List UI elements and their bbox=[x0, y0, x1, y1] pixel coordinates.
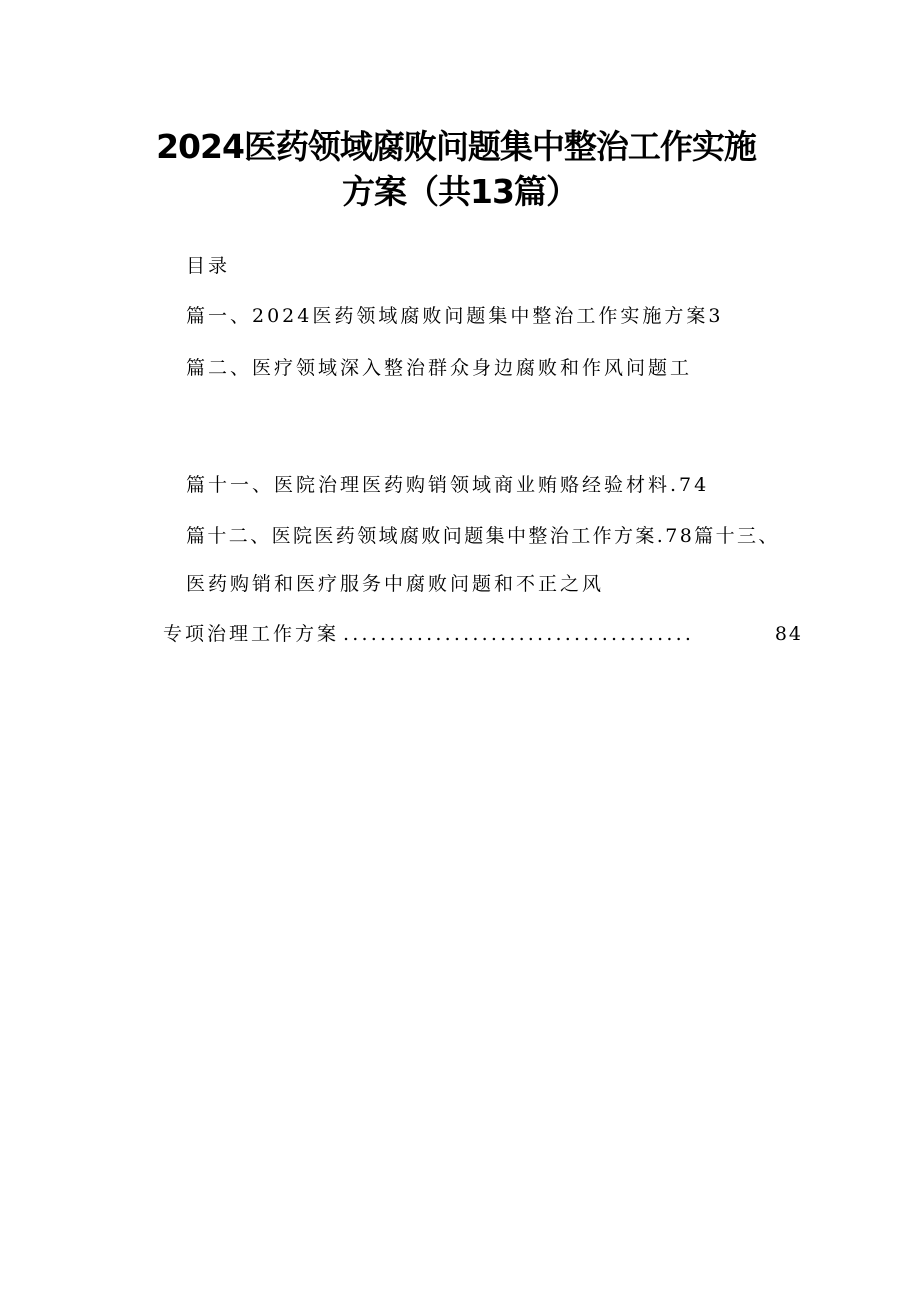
toc-entry-11[interactable]: 篇十一、医院治理医药购销领域商业贿赂经验材料.74 bbox=[186, 474, 710, 496]
toc-entry-13-part-2[interactable] bbox=[163, 621, 803, 647]
toc-entry-1[interactable]: 篇一、2024医药领域腐败问题集中整治工作实施方案3 bbox=[186, 305, 724, 327]
toc-entry-13-text: 专项治理工作方案 bbox=[163, 623, 340, 645]
toc-entry-2[interactable]: 篇二、医疗领域深入整治群众身边腐败和作风问题工 bbox=[186, 357, 693, 379]
toc-entry-12[interactable]: 篇十二、医院医药领域腐败问题集中整治工作方案.78篇十三、 bbox=[186, 525, 780, 547]
toc-page-number: 84 bbox=[774, 623, 803, 645]
document-title-line-2: 方案（共13篇） bbox=[342, 172, 578, 211]
toc-heading: 目录 bbox=[186, 255, 231, 277]
document-title-line-1: 2024医药领域腐败问题集中整治工作实施 bbox=[156, 127, 756, 166]
toc-dot-leader: ...................................... bbox=[343, 623, 695, 645]
toc-entry-13-part-1[interactable]: 医药购销和医疗服务中腐败问题和不正之风 bbox=[186, 573, 605, 595]
